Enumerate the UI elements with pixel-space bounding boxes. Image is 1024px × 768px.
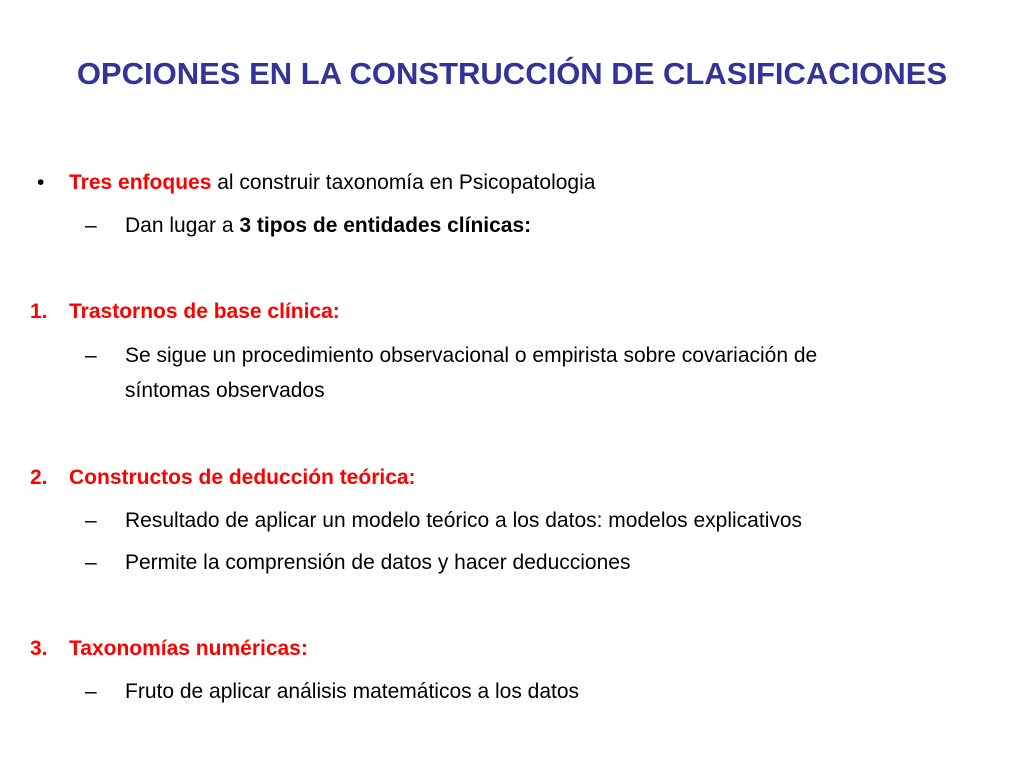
item-number: 1.: [30, 300, 48, 323]
item-number: 3.: [30, 637, 48, 660]
sub-marker: –: [85, 344, 97, 367]
sub-marker: –: [85, 551, 97, 574]
slide-title: OPCIONES EN LA CONSTRUCCIÓN DE CLASIFICACIONES: [76, 56, 948, 91]
sub-bold: 3 tipos de entidades clínicas:: [239, 214, 532, 237]
item-sub-text: Fruto de aplicar análisis matemáticos a los datos: [125, 680, 580, 703]
bullet-row: [37, 165, 44, 200]
bullet-rest: al construir taxonomía en Psicopatologia: [211, 171, 596, 194]
bullet-highlight: Tres enfoques: [69, 171, 212, 194]
item-sub-text-cont: síntomas observados: [125, 379, 325, 402]
item-heading: Constructos de deducción teórica:: [69, 466, 416, 489]
bullet-sub-text: [125, 208, 531, 243]
sub-marker: –: [85, 509, 97, 532]
item-sub-text: Resultado de aplicar un modelo teórico a los datos: modelos explicativos: [125, 509, 803, 532]
sub-marker: –: [85, 214, 97, 237]
item-heading: Trastornos de base clínica:: [69, 300, 340, 323]
item-number: 2.: [30, 466, 48, 489]
bullet-marker: •: [37, 171, 45, 194]
sub-marker: –: [85, 680, 97, 703]
item-sub-text: Se sigue un procedimiento observacional o empirista sobre covariación de: [125, 344, 818, 367]
item-sub-text: Permite la comprensión de datos y hacer deducciones: [125, 551, 631, 574]
item-heading: Taxonomías numéricas:: [69, 637, 308, 660]
bullet-text: [69, 165, 595, 200]
sub-prefix: Dan lugar a: [125, 214, 240, 237]
